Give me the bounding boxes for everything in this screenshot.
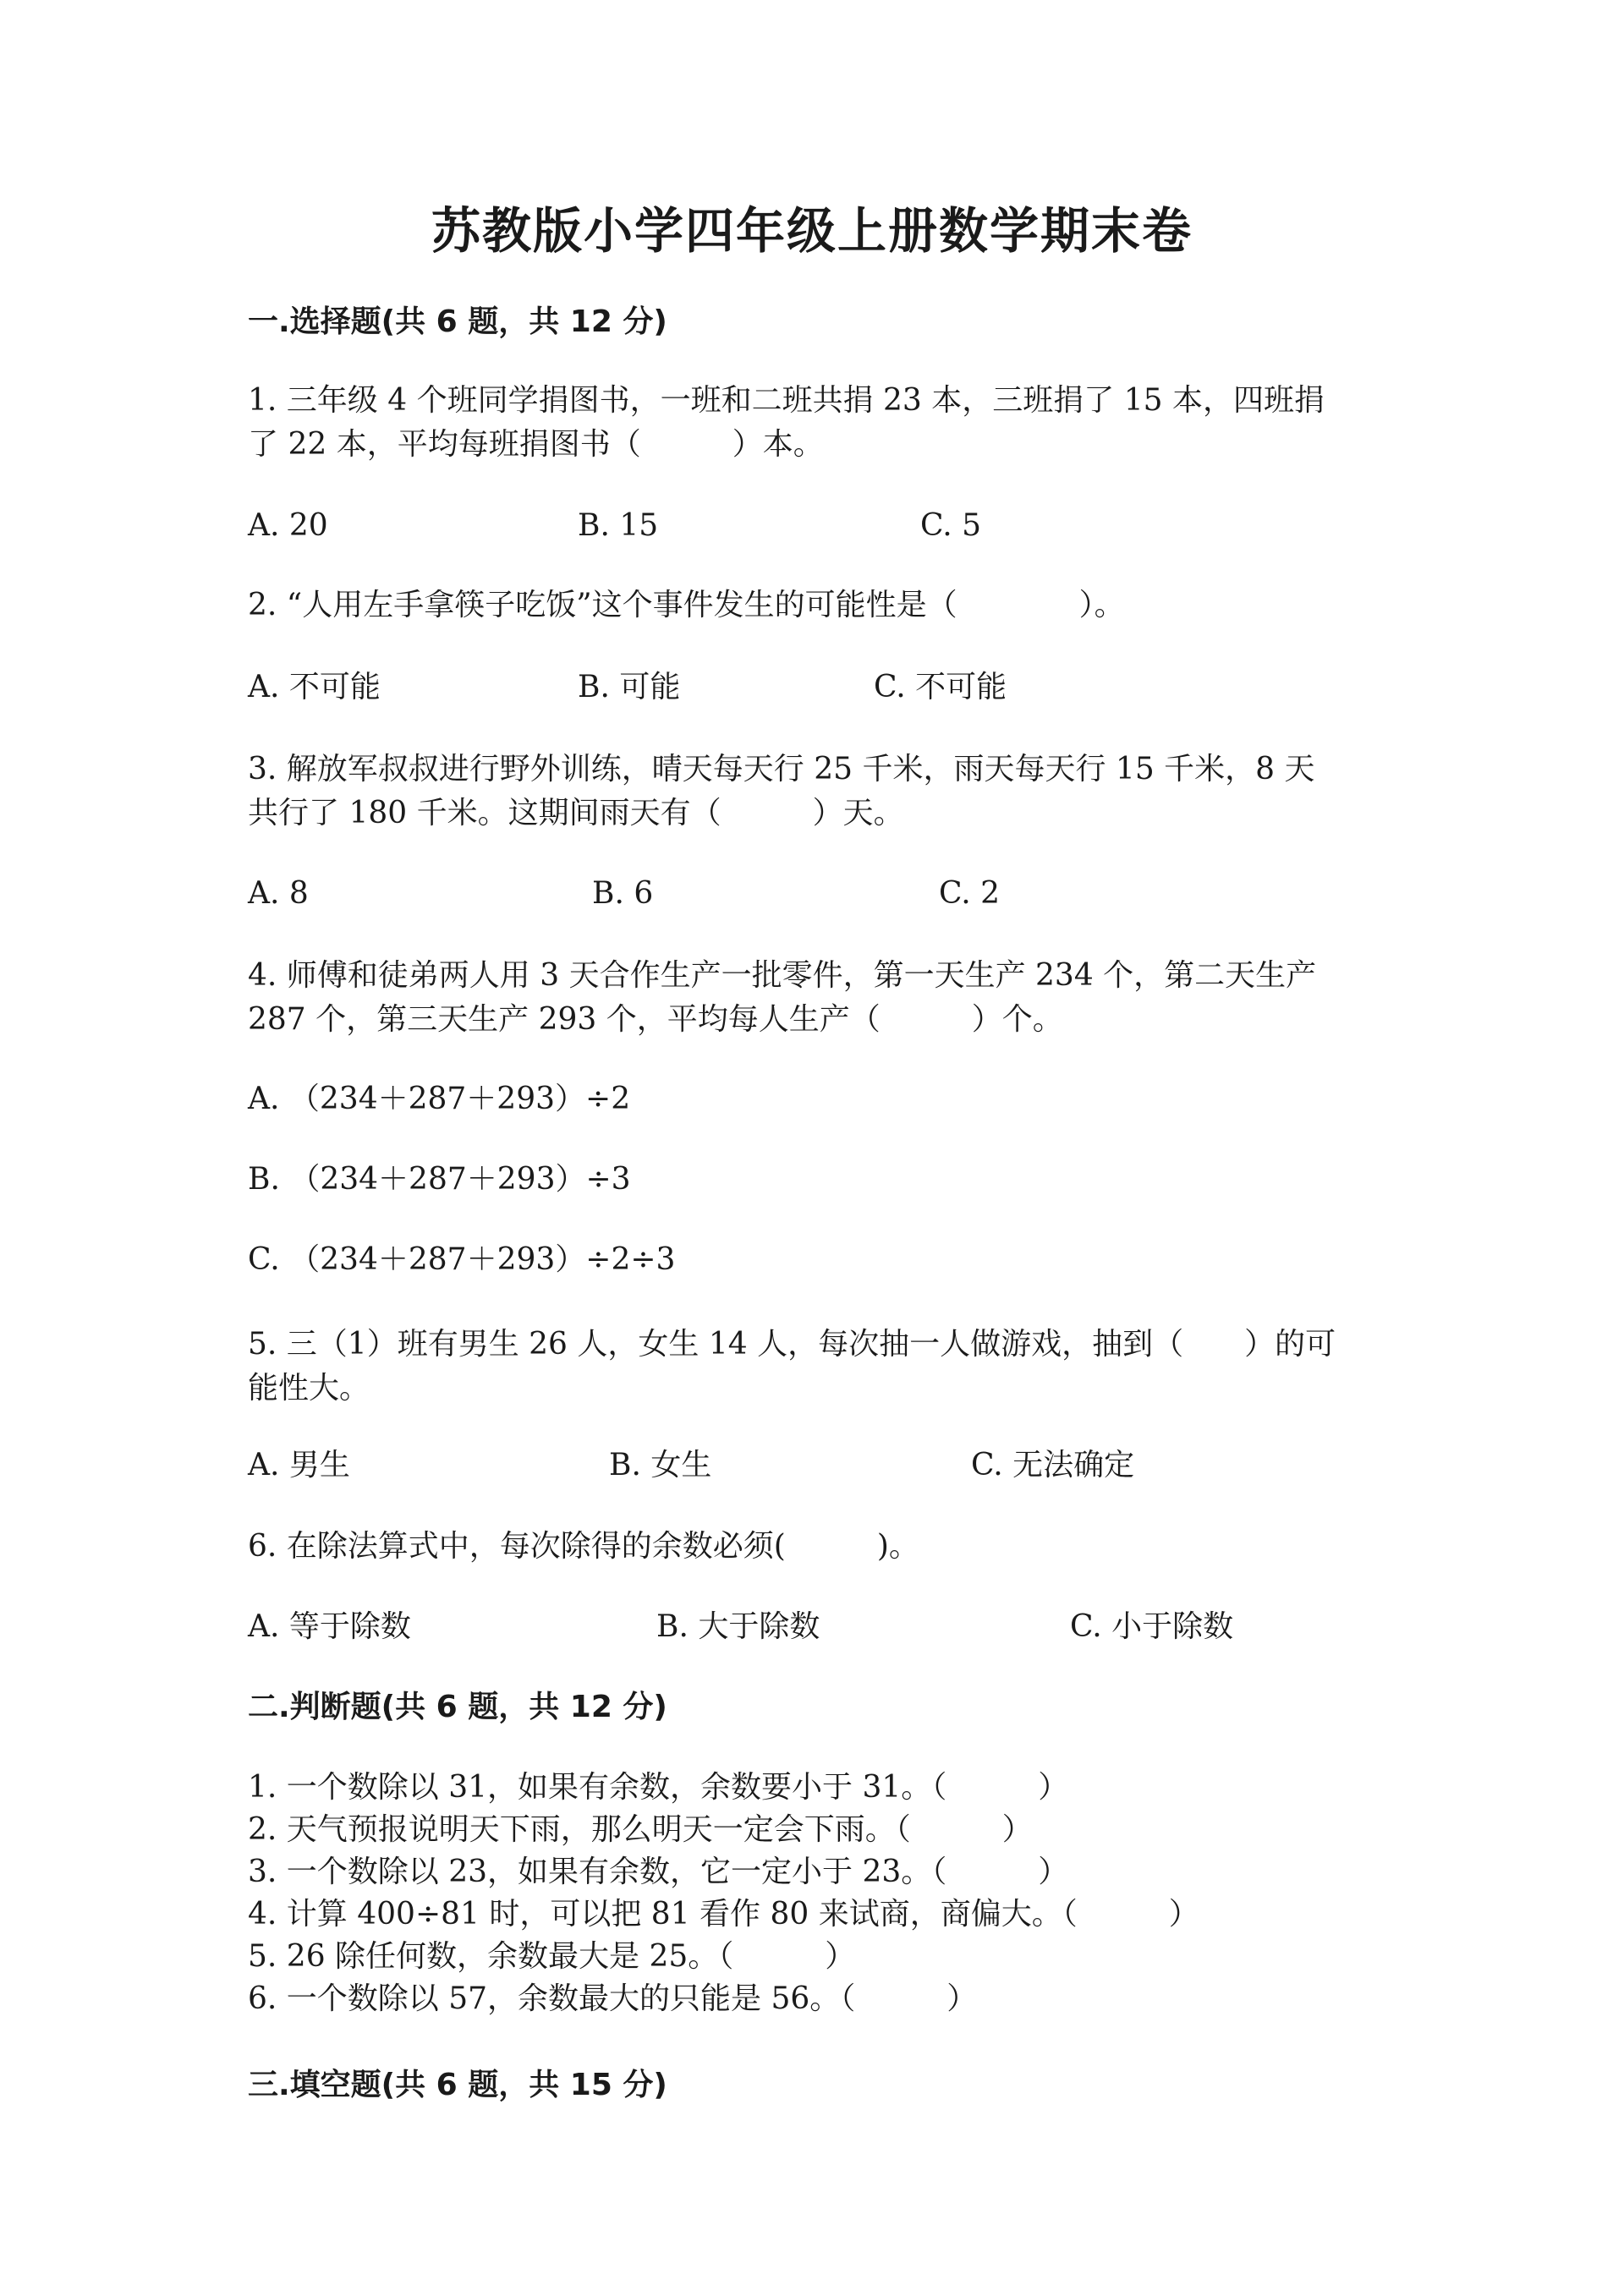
judge-item: 3. 一个数除以 23，如果有余数，它一定小于 23。（ ） [248,1855,1069,1889]
option-c: C. 2 [939,876,1001,911]
option-c: C. 小于除数 [1070,1609,1234,1644]
stem-line: 共行了 180 千米。这期间雨天有（ ）天。 [248,796,904,830]
stem-line: 能性大。 [248,1371,370,1406]
stem-line: 4. 师傅和徒弟两人用 3 天合作生产一批零件，第一天生产 234 个，第二天生产 [248,958,1317,993]
judge-item: 6. 一个数除以 57，余数最大的只能是 56。（ ） [248,1981,978,2016]
option-a: A. （234＋287＋293）÷2 [248,1082,631,1116]
option-a: A. 8 [248,876,309,911]
option-b: B. 6 [592,876,654,911]
judge-item: 2. 天气预报说明天下雨，那么明天一定会下雨。（ ） [248,1812,1033,1847]
option-b: B. 可能 [578,670,681,704]
question-stem [248,1525,1381,1569]
section-heading-judge: 二.判断题(共 6 题，共 12 分) [248,1690,667,1724]
option-c: C. 无法确定 [971,1448,1135,1482]
option-a: A. 等于除数 [248,1609,411,1644]
option-c: C. 5 [920,508,982,543]
option-b: B. 女生 [609,1448,712,1482]
option-b: B. （234＋287＋293）÷3 [248,1162,631,1197]
option-b: B. 大于除数 [656,1609,820,1644]
option-a: A. 男生 [248,1448,350,1482]
page-title: 苏教版小学四年级上册数学期末卷 [431,202,1193,260]
judge-item: 4. 计算 400÷81 时，可以把 81 看作 80 来试商，商偏大。（ ） [248,1897,1199,1932]
stem-line: 3. 解放军叔叔进行野外训练，晴天每天行 25 千米，雨天每天行 15 千米，8 天 [248,752,1315,786]
stem-line: 2. “人用左手拿筷子吃饭”这个事件发生的可能性是（ ）。 [248,588,1125,622]
question-stem [248,954,1381,1042]
question-stem [248,379,1381,467]
option-a: A. 20 [248,508,328,543]
stem-line: 287 个，第三天生产 293 个，平均每人生产（ ）个。 [248,1002,1063,1037]
question-stem [248,1323,1381,1411]
section-heading-choice: 一.选择题(共 6 题，共 12 分) [248,304,667,339]
option-b: B. 15 [578,508,659,543]
stem-line: 1. 三年级 4 个班同学捐图书，一班和二班共捐 23 本，三班捐了 15 本，四班捐 [248,383,1325,418]
judge-item: 1. 一个数除以 31，如果有余数，余数要小于 31。（ ） [248,1770,1069,1805]
question-stem [248,584,1381,627]
stem-line: 了 22 本，平均每班捐图书（ ）本。 [248,427,824,462]
question-stem [248,748,1381,836]
stem-line: 5. 三（1）班有男生 26 人，女生 14 人，每次抽一人做游戏，抽到（ ）的可 [248,1327,1336,1362]
option-c: C. （234＋287＋293）÷2÷3 [248,1242,676,1277]
section-heading-fill: 三.填空题(共 6 题，共 15 分) [248,2068,667,2102]
stem-line: 6. 在除法算式中，每次除得的余数必须( )。 [248,1529,919,1564]
option-a: A. 不可能 [248,670,381,704]
option-c: C. 不可能 [874,670,1007,704]
judge-item: 5. 26 除任何数，余数最大是 25。（ ） [248,1939,856,1974]
